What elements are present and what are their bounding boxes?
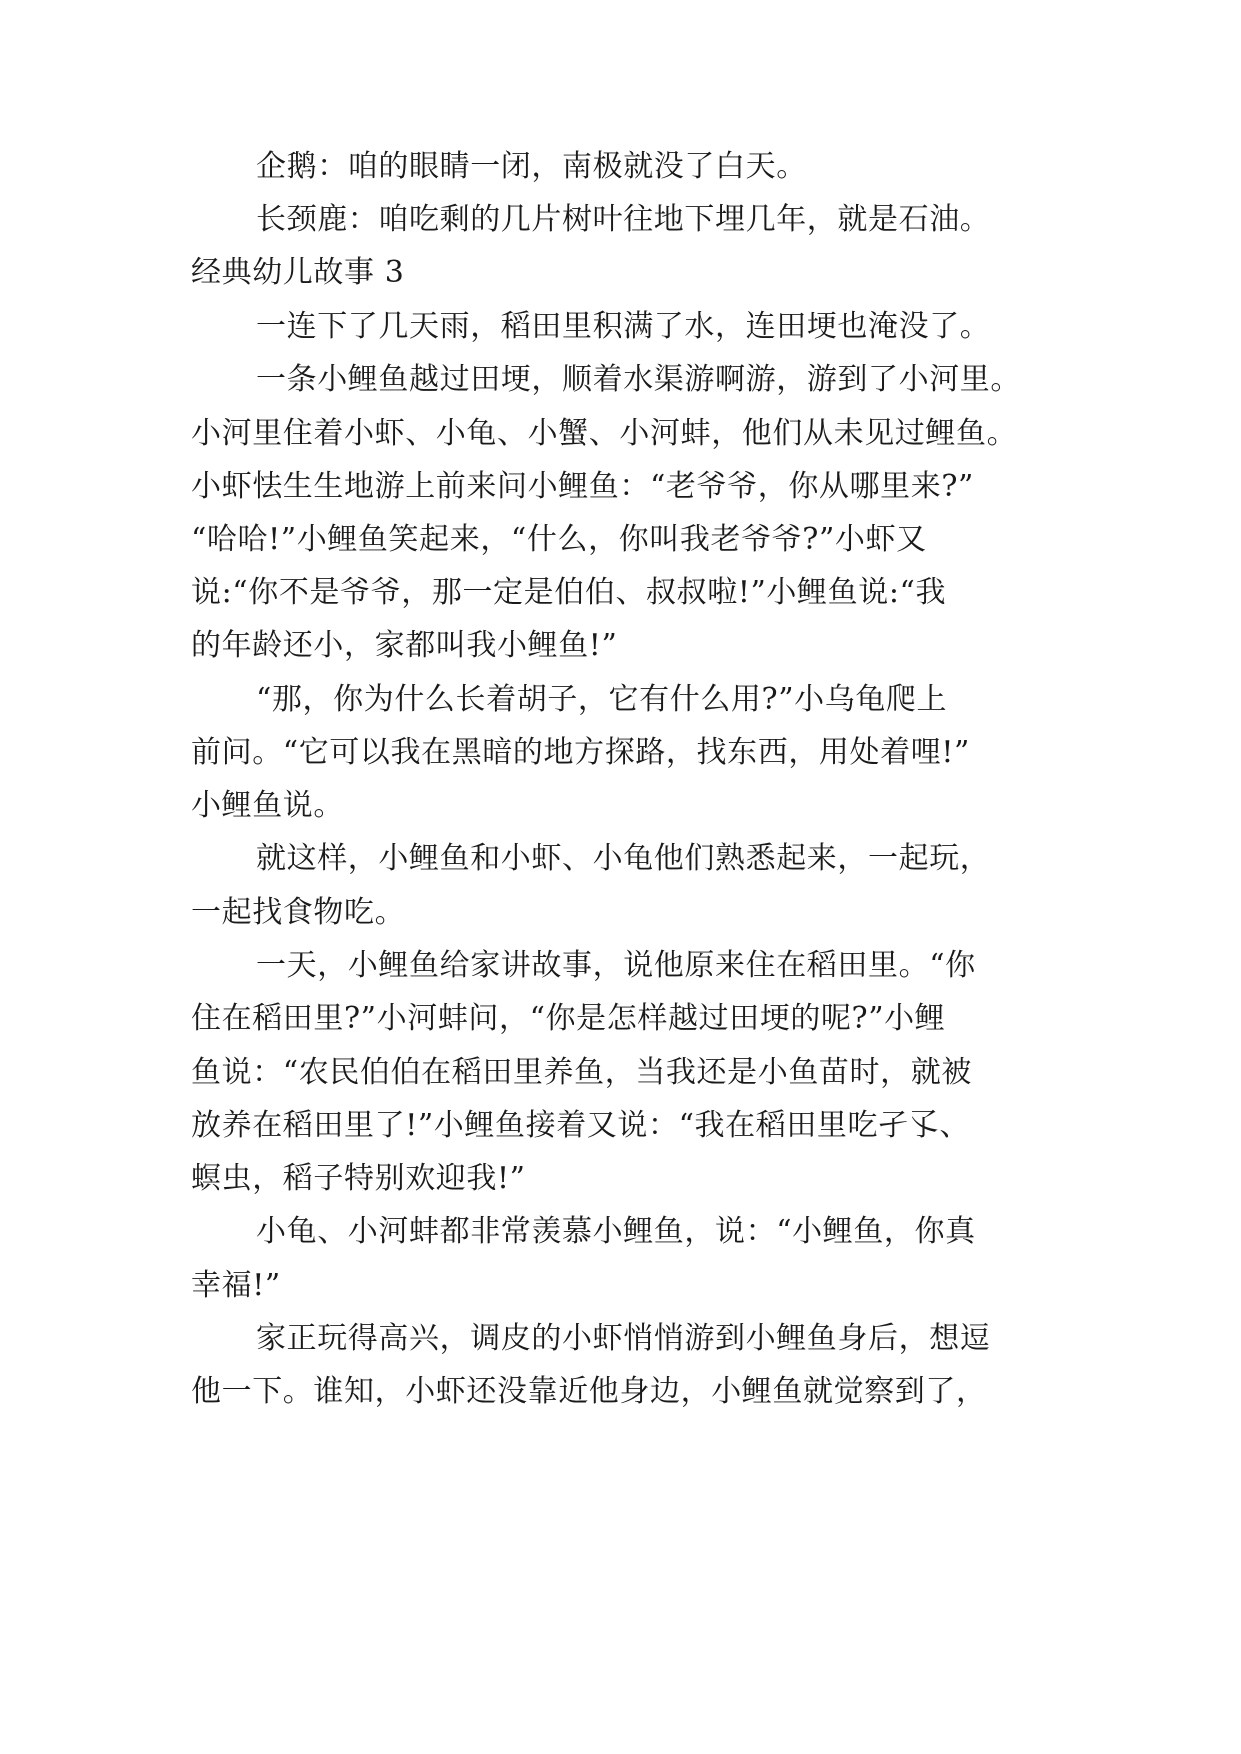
text-line: 一天，小鲤鱼给家讲故事，说他原来住在稻田里。“你 xyxy=(256,948,976,983)
text-line: 他一下。谁知，小虾还没靠近他身边，小鲤鱼就觉察到了， xyxy=(191,1374,987,1409)
text-line: 住在稻田里?”小河蚌问，“你是怎样越过田埂的呢?”小鲤 xyxy=(191,1001,946,1036)
text-line: “哈哈!”小鲤鱼笑起来，“什么，你叫我老爷爷?”小虾又 xyxy=(191,522,927,557)
text-line: 企鹅：咱的眼睛一闭，南极就没了白天。 xyxy=(256,149,807,184)
text-line: 小鲤鱼说。 xyxy=(191,788,344,823)
text-line: 螟虫，稻子特别欢迎我!” xyxy=(191,1161,526,1196)
text-line: 说:“你不是爷爷，那一定是伯伯、叔叔啦!”小鲤鱼说:“我 xyxy=(191,575,947,610)
text-line: 家正玩得高兴，调皮的小虾悄悄游到小鲤鱼身后，想逗 xyxy=(256,1321,991,1356)
text-line: 长颈鹿：咱吃剩的几片树叶往地下埋几年，就是石油。 xyxy=(256,202,991,237)
section-heading: 经典幼儿故事 3 xyxy=(191,255,405,290)
text-line: 幸福!” xyxy=(191,1268,281,1303)
text-line: 一起找食物吃。 xyxy=(191,895,406,930)
text-line: 小河里住着小虾、小龟、小蟹、小河蚌，他们从未见过鲤鱼。 xyxy=(191,416,1018,451)
text-line: 小龟、小河蚌都非常羡慕小鲤鱼，说：“小鲤鱼，你真 xyxy=(256,1214,976,1249)
text-line: “那，你为什么长着胡子，它有什么用?”小乌龟爬上 xyxy=(256,682,948,717)
text-line: 小虾怯生生地游上前来问小鲤鱼：“老爷爷，你从哪里来?” xyxy=(191,469,974,504)
text-line: 放养在稻田里了!”小鲤鱼接着又说：“我在稻田里吃孑孓、 xyxy=(191,1108,970,1143)
text-line: 一连下了几天雨，稻田里积满了水，连田埂也淹没了。 xyxy=(256,309,991,344)
text-line: 就这样，小鲤鱼和小虾、小龟他们熟悉起来，一起玩， xyxy=(256,841,991,876)
text-line: 一条小鲤鱼越过田埂，顺着水渠游啊游，游到了小河里。 xyxy=(256,362,1021,397)
text-line: 鱼说：“农民伯伯在稻田里养鱼，当我还是小鱼苗时，就被 xyxy=(191,1055,972,1090)
text-line: 的年龄还小，家都叫我小鲤鱼!” xyxy=(191,628,618,663)
text-line: 前问。“它可以我在黑暗的地方探路，找东西，用处着哩!” xyxy=(191,735,970,770)
